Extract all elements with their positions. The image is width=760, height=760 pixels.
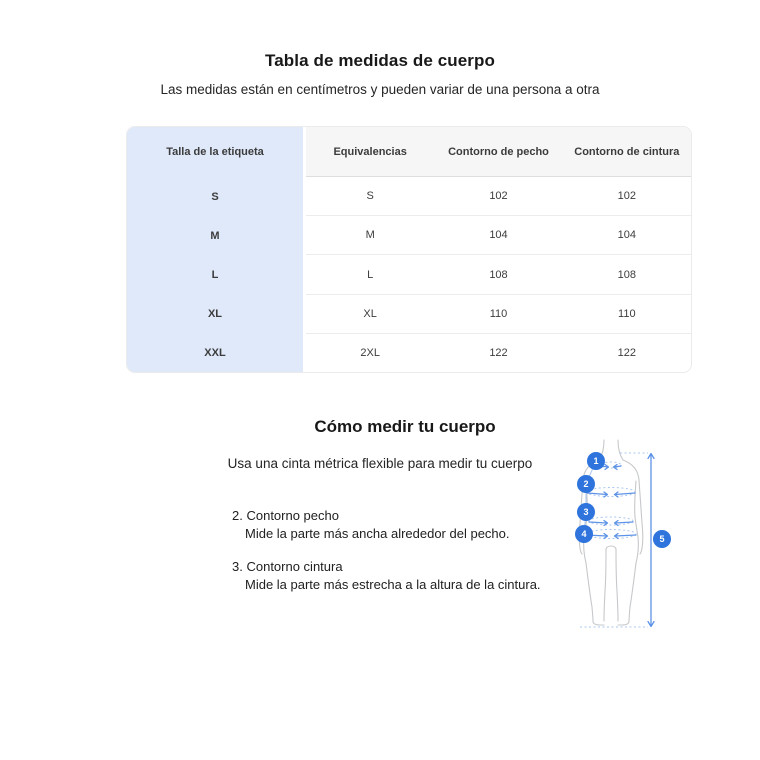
how-to-measure-title: Cómo medir tu cuerpo [314, 417, 496, 436]
table-row [306, 334, 691, 372]
size-table-header-row [306, 127, 691, 177]
marker-5-label: 5 [659, 534, 665, 545]
table-row [306, 216, 691, 255]
column-header-equivalences: Equivalencias [333, 145, 407, 158]
table-row [306, 255, 691, 294]
table-row [306, 295, 691, 334]
column-header-label: Talla de la etiqueta [166, 146, 264, 158]
equivalence-value: S [366, 190, 374, 203]
size-table [127, 127, 691, 372]
waist-value: 102 [617, 190, 636, 203]
marker-3-label: 3 [583, 507, 589, 518]
marker-4-label: 4 [581, 529, 587, 540]
equivalence-value: L [367, 268, 374, 281]
step-description: Mide la parte más estrecha a la altura de la cintura. [245, 577, 541, 592]
waist-value: 104 [617, 229, 636, 242]
chest-value: 102 [489, 190, 508, 203]
waist-value: 108 [617, 268, 636, 281]
measure-step [232, 507, 562, 543]
equivalence-value: XL [363, 307, 377, 320]
measure-steps [232, 507, 562, 609]
numbered-markers [575, 452, 671, 548]
column-header-waist: Contorno de cintura [574, 145, 680, 158]
step-number: 3. [232, 559, 243, 574]
column-header-chest: Contorno de pecho [448, 145, 549, 158]
chest-value: 104 [489, 229, 508, 242]
measurement-arrows [586, 454, 654, 627]
step-title [232, 558, 562, 576]
measure-step [232, 558, 562, 594]
size-label: S [211, 190, 219, 203]
size-label: XXL [204, 346, 226, 359]
step-name: Contorno pecho [246, 508, 339, 523]
size-label: M [210, 229, 220, 242]
step-title [232, 507, 562, 525]
body-measurement-diagram [572, 437, 692, 632]
size-label: XL [207, 307, 223, 320]
waist-value: 122 [617, 346, 636, 359]
size-table-label-column [127, 127, 306, 372]
chest-value: 110 [489, 307, 508, 320]
equivalence-value: M [365, 229, 375, 242]
step-name: Contorno cintura [246, 559, 343, 574]
table-row [306, 177, 691, 216]
size-table-data-columns [306, 127, 691, 372]
chest-value: 122 [489, 346, 508, 359]
marker-2-label: 2 [583, 479, 589, 490]
waist-value: 110 [618, 307, 636, 320]
equivalence-value: 2XL [360, 346, 380, 359]
page-subtitle: Las medidas están en centímetros y pueden variar de una persona a otra [160, 82, 600, 97]
chest-value: 108 [489, 268, 508, 281]
page-title: Tabla de medidas de cuerpo [265, 51, 495, 70]
step-number: 2. [232, 508, 243, 523]
body-figure [572, 437, 692, 632]
step-description: Mide la parte más ancha alrededor del pecho. [245, 526, 510, 541]
how-to-measure-intro: Usa una cinta métrica flexible para medir tu cuerpo [227, 456, 533, 471]
marker-1-label: 1 [593, 456, 599, 467]
size-label: L [211, 268, 219, 281]
